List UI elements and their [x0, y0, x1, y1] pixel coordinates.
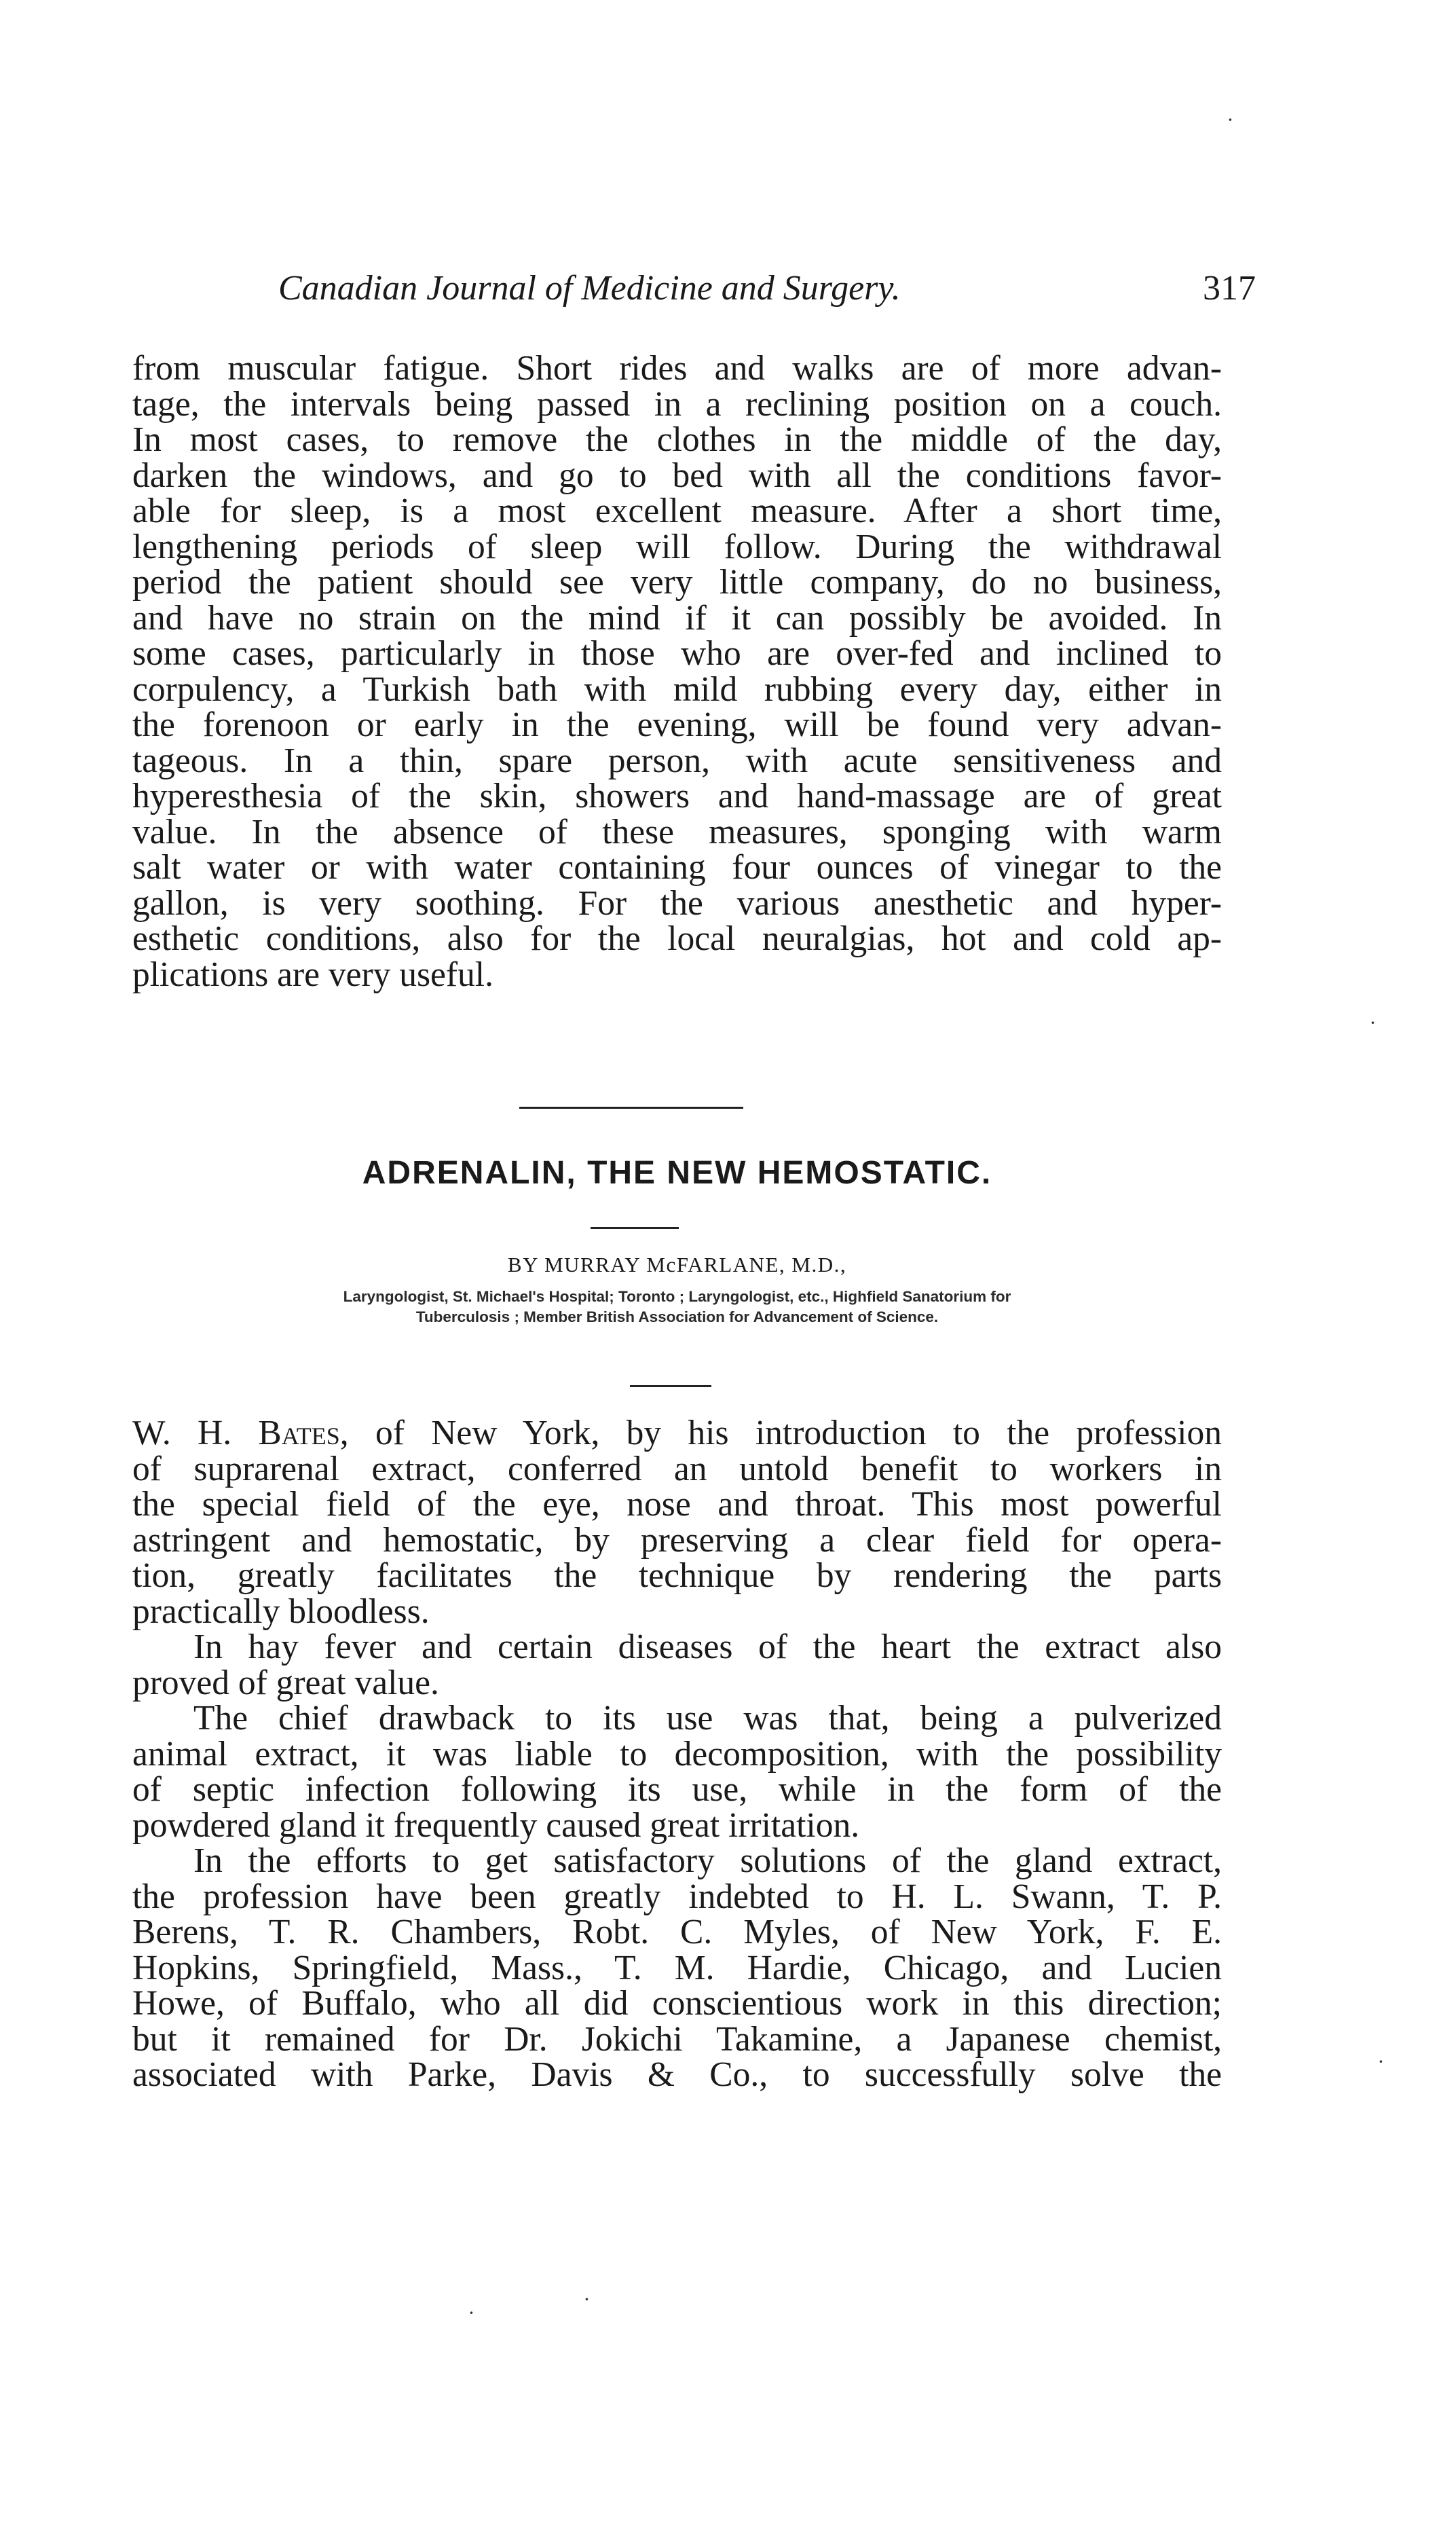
text-line: In hay fever and certain diseases of the heart the extract also	[193, 1628, 1222, 1666]
text-line: powdered gland it frequently caused great irritation.	[132, 1805, 860, 1845]
text-line: the special field of the eye, nose and throat. This most powerful	[132, 1485, 1222, 1524]
text-line: the forenoon or early in the evening, will be found very advan-	[132, 705, 1222, 744]
text-line: hyperesthesia of the skin, showers and hand-massage are of great	[132, 777, 1222, 815]
scan-speck: ·	[1227, 109, 1233, 131]
text-line: In the efforts to get satisfactory solutions of the gland extract,	[193, 1841, 1222, 1880]
text-line: corpulency, a Turkish bath with mild rubbing every day, either in	[132, 669, 1222, 709]
scan-speck: ·	[468, 2302, 474, 2324]
text-line: tageous. In a thin, spare person, with acute sensitiveness and	[132, 741, 1222, 780]
text-line: associated with Parke, Davis & Co., to successfully solve the	[132, 2055, 1222, 2094]
text-line: In most cases, to remove the clothes in the middle of the day,	[132, 420, 1222, 459]
text-line: from muscular fatigue. Short rides and walks are of more advan-	[132, 349, 1222, 388]
title-rule	[591, 1227, 679, 1229]
section-divider	[519, 1107, 743, 1109]
text-line: practically bloodless.	[132, 1592, 430, 1631]
lead-name: W. H. Bates	[132, 1414, 340, 1452]
text-line: astringent and hemostatic, by preserving a clear field for opera-	[132, 1520, 1222, 1560]
text-line: salt water or with water containing four ounces of vinegar to the	[132, 848, 1222, 887]
article-title: ADRENALIN, THE NEW HEMOSTATIC.	[362, 1155, 992, 1191]
text-line: the profession have been greatly indebted to H. L. Swann, T. P.	[132, 1877, 1222, 1916]
continuation-paragraph	[132, 351, 1222, 993]
lead-text: , of New York, by his introduction to the profession	[339, 1414, 1222, 1452]
text-line: Hopkins, Springfield, Mass., T. M. Hardie, Chicago, and Lucien	[132, 1948, 1222, 1987]
scan-speck: ·	[1378, 2051, 1384, 2073]
text-line: gallon, is very soothing. For the various anesthetic and hyper-	[132, 883, 1222, 923]
page-number: 317	[1203, 269, 1256, 308]
text-line: period the patient should see very little company, do no business,	[132, 563, 1222, 602]
journal-title: Canadian Journal of Medicine and Surgery.	[278, 269, 901, 308]
author-affiliation	[132, 1287, 1222, 1327]
byline-rule	[630, 1385, 711, 1387]
article-body	[132, 1416, 1222, 2093]
affiliation-line: Laryngologist, St. Michael's Hospital; Toronto ; Laryngologist, etc., Highfield Sanatorium for	[343, 1288, 1011, 1305]
text-line: esthetic conditions, also for the local neuralgias, hot and cold ap-	[132, 919, 1222, 958]
text-line: tion, greatly facilitates the technique by rendering the parts	[132, 1556, 1222, 1595]
text-line: proved of great value.	[132, 1663, 439, 1702]
text-line	[132, 1416, 1222, 1452]
text-line: value. In the absence of these measures, sponging with warm	[132, 812, 1222, 851]
text-line: Howe, of Buffalo, who all did conscientious work in this direction;	[132, 1984, 1222, 2023]
text-line: The chief drawback to its use was that, being a pulverized	[193, 1699, 1222, 1738]
text-line: but it remained for Dr. Jokichi Takamine, a Japanese chemist,	[132, 2019, 1222, 2059]
text-line: plications are very useful.	[132, 955, 493, 994]
author-byline: BY MURRAY McFARLANE, M.D.,	[507, 1253, 847, 1276]
text-line: of septic infection following its use, while in the form of the	[132, 1770, 1222, 1809]
affiliation-line: Tuberculosis ; Member British Association for Advancement of Science.	[415, 1308, 939, 1325]
scan-speck: ·	[1370, 1012, 1376, 1034]
text-line: Berens, T. R. Chambers, Robt. C. Myles, of New York, F. E.	[132, 1913, 1222, 1951]
text-line: able for sleep, is a most excellent measure. After a short time,	[132, 492, 1222, 530]
text-line: tage, the intervals being passed in a reclining position on a couch.	[132, 384, 1222, 424]
text-line: lengthening periods of sleep will follow. During the withdrawal	[132, 527, 1222, 566]
text-line: and have no strain on the mind if it can possibly be avoided. In	[132, 598, 1222, 638]
scan-speck: ·	[584, 2288, 590, 2311]
text-line: animal extract, it was liable to decomposition, with the possibility	[132, 1734, 1222, 1774]
running-header	[278, 268, 1256, 323]
text-line: darken the windows, and go to bed with all the conditions favor-	[132, 456, 1222, 495]
text-line: some cases, particularly in those who are over-fed and inclined to	[132, 634, 1222, 673]
text-line: of suprarenal extract, conferred an untold benefit to workers in	[132, 1449, 1222, 1488]
